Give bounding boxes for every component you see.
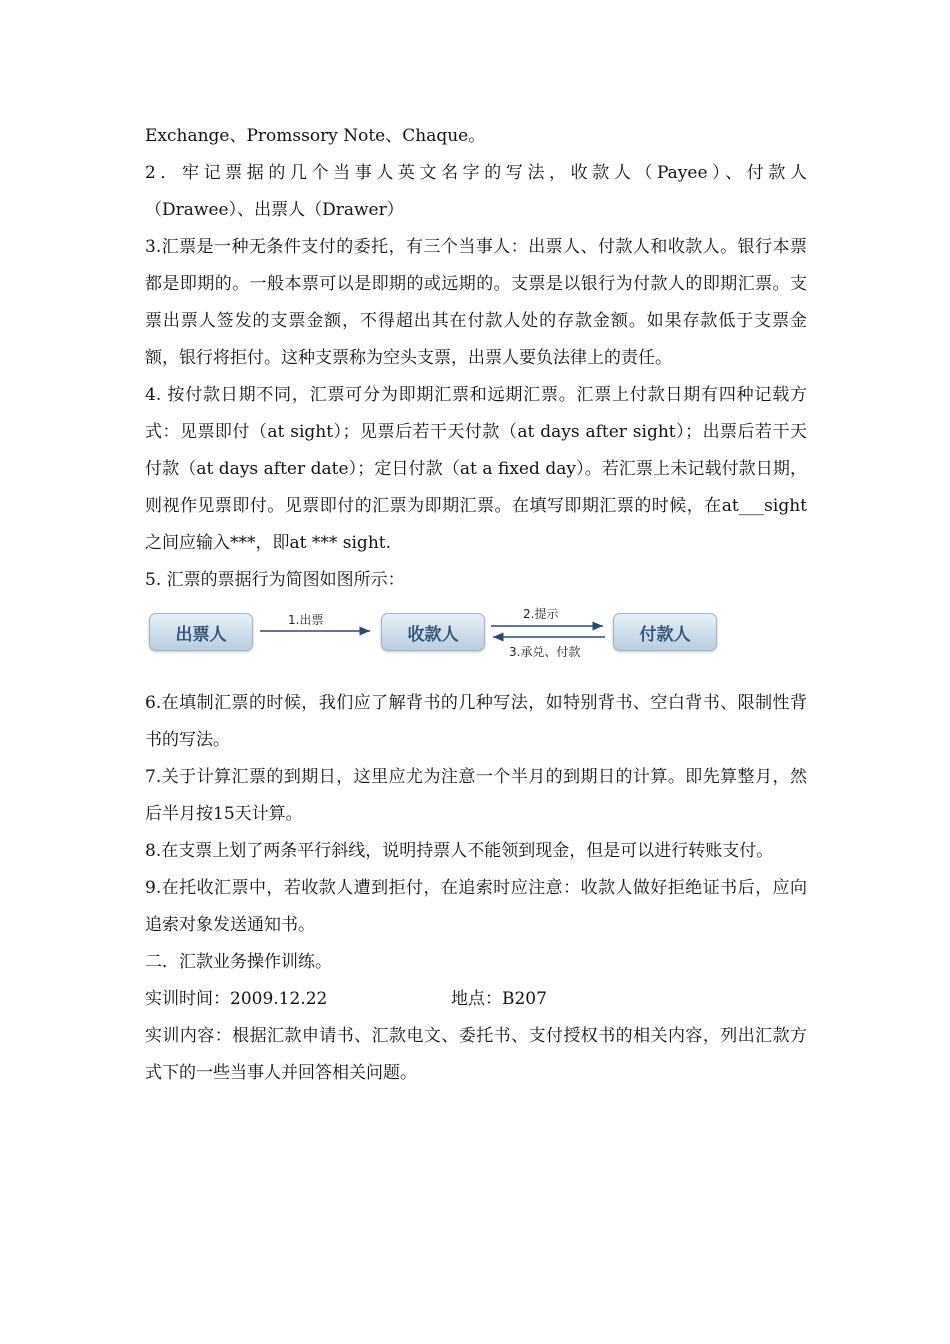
training-place: 地点：B207 (451, 989, 547, 1009)
node-payee: 收款人 (381, 613, 485, 651)
node-drawer: 出票人 (149, 613, 253, 651)
paragraph-4-payment-dates: 4. 按付款日期不同，汇票可分为即期汇票和远期汇票。汇票上付款日期有四种记载方式：见票即付（at sight）；见票后若干天付款（at days after sight）；出票后若干天付款（at days after date）；定日付款（at a fixed day）。若汇票上未记载付款日期，则视作见票即付。见票即付的汇票为即期汇票。在填写即期汇票的时候，在at___sight之间应输入***，即at *** sight. (145, 385, 807, 553)
paragraph-3-bill-definition: 3.汇票是一种无条件支付的委托，有三个当事人：出票人、付款人和收款人。银行本票都是即期的。一般本票可以是即期的或远期的。支票是以银行为付款人的即期汇票。支票出票人签发的支票金额，不得超出其在付款人处的存款金额。如果存款低于支票金额，银行将拒付。这种支票称为空头支票，出票人要负法律上的责任。 (145, 237, 807, 368)
training-meta-row (145, 981, 807, 1018)
paragraph-8-crossed-cheque: 8.在支票上划了两条平行斜线，说明持票人不能领到现金，但是可以进行转账支付。 (145, 841, 774, 861)
bill-flow-diagram (145, 601, 807, 675)
node-drawee: 付款人 (613, 613, 717, 651)
paragraph-2-party-names-cont: （Drawee）、出票人（Drawer） (145, 200, 404, 220)
paragraph-2-party-names: 2．牢记票据的几个当事人英文名字的写法，收款人（Payee）、付款人 (145, 163, 807, 183)
training-content: 实训内容：根据汇款申请书、汇款电文、委托书、支付授权书的相关内容，列出汇款方式下的一些当事人并回答相关问题。 (145, 1026, 807, 1083)
edge-label-present: 2.提示 (523, 607, 559, 621)
paragraph-7-maturity: 7.关于计算汇票的到期日，这里应尤为注意一个半月的到期日的计算。即先算整月，然后半月按15天计算。 (145, 767, 807, 824)
document-page (145, 118, 807, 1092)
paragraph-instrument-names: Exchange、Promssory Note、Chaque。 (145, 126, 486, 146)
section-2-heading: 二．汇款业务操作训练。 (145, 952, 332, 972)
paragraph-6-endorsement: 6.在填制汇票的时候，我们应了解背书的几种写法，如特别背书、空白背书、限制性背书的写法。 (145, 693, 807, 750)
edge-label-issue: 1.出票 (288, 613, 324, 627)
edge-label-accept-pay: 3.承兑、付款 (509, 645, 581, 659)
paragraph-5-diagram-intro: 5. 汇票的票据行为简图如图所示： (145, 570, 405, 590)
training-time: 实训时间：2009.12.22 (145, 989, 328, 1009)
paragraph-9-collection: 9.在托收汇票中，若收款人遭到拒付，在追索时应注意：收款人做好拒绝证书后，应向追索对象发送通知书。 (145, 878, 807, 935)
